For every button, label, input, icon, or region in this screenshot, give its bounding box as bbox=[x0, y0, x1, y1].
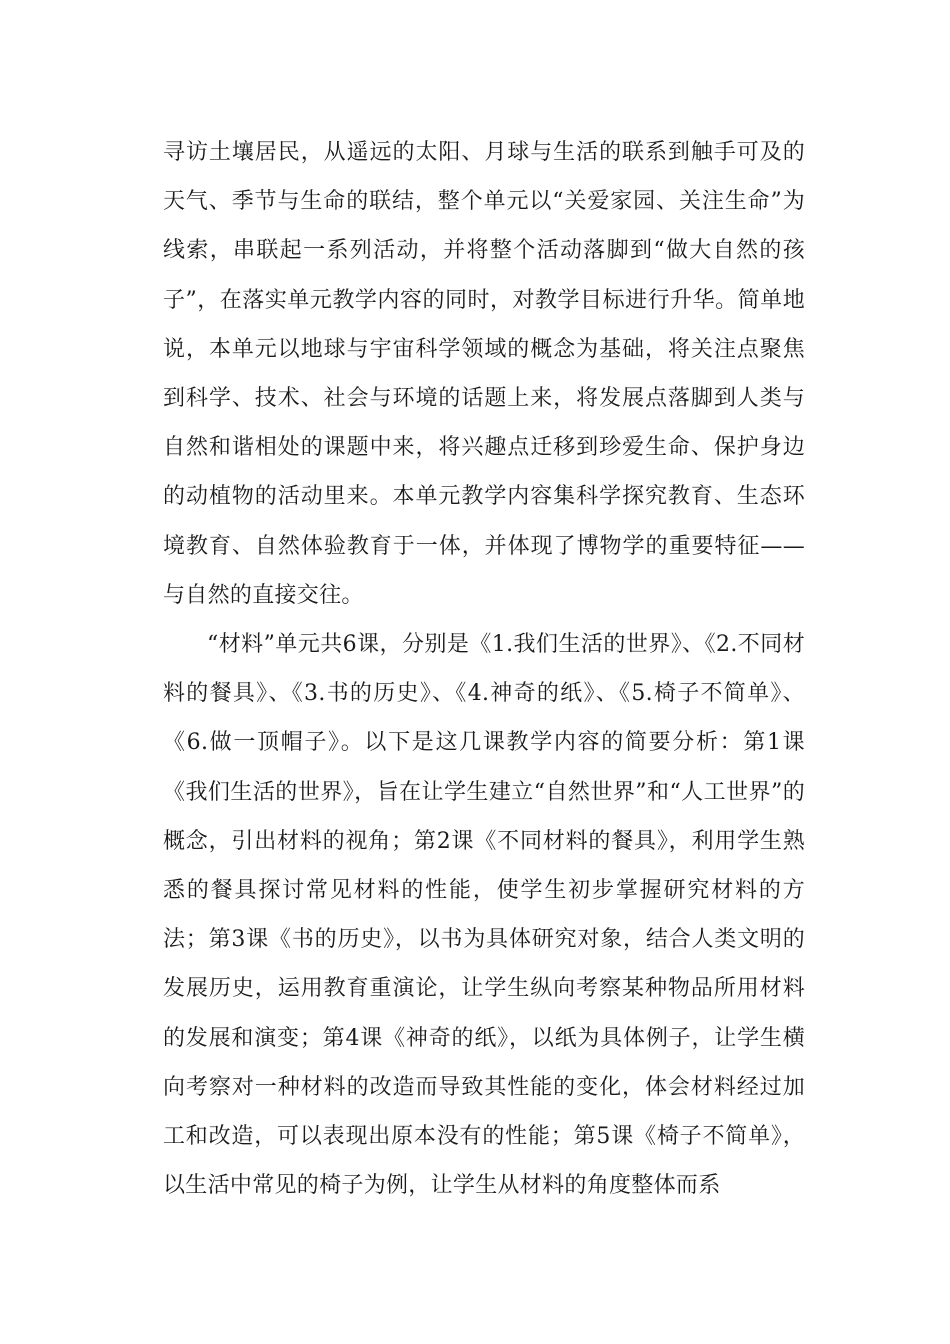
paragraph-materials-unit: “材料”单元共6课，分别是《1.我们生活的世界》、《2.不同材料的餐具》、《3.书的历史》、《4.神奇的纸》、《5.椅子不简单》、《6.做一顶帽子》。以下是这几课教学内容的简要分析：第1课《我们生活的世界》，旨在让学生建立“自然世界”和“人工世界”的概念，引出材料的视角；第2课《不同材料的餐具》，利用学生熟悉的餐具探讨常见材料的性能，使学生初步掌握研究材料的方法；第3课《书的历史》，以书为具体研究对象，结合人类文明的发展历史，运用教育重演论，让学生纵向考察某种物品所用材料的发展和演变；第4课《神奇的纸》，以纸为具体例子，让学生横向考察对一种材料的改造而导致其性能的变化，体会材料经过加工和改造，可以表现出原本没有的性能；第5课《椅子不简单》，以生活中常见的椅子为例，让学生从材料的角度整体而系 bbox=[163, 632, 805, 1199]
document-body bbox=[163, 128, 805, 1210]
paragraph-continuation: 寻访土壤居民，从遥远的太阳、月球与生活的联系到触手可及的天气、季节与生命的联结，整个单元以“关爱家园、关注生命”为线索，串联起一系列活动，并将整个活动落脚到“做大自然的孩子”，在落实单元教学内容的同时，对教学目标进行升华。简单地说，本单元以地球与宇宙科学领域的概念为基础，将关注点聚焦到科学、技术、社会与环境的话题上来，将发展点落脚到人类与自然和谐相处的课题中来，将兴趣点迁移到珍爱生命、保护身边的动植物的活动里来。本单元教学内容集科学探究教育、生态环境教育、自然体验教育于一体，并体现了博物学的重要特征——与自然的直接交往。 bbox=[163, 140, 805, 608]
